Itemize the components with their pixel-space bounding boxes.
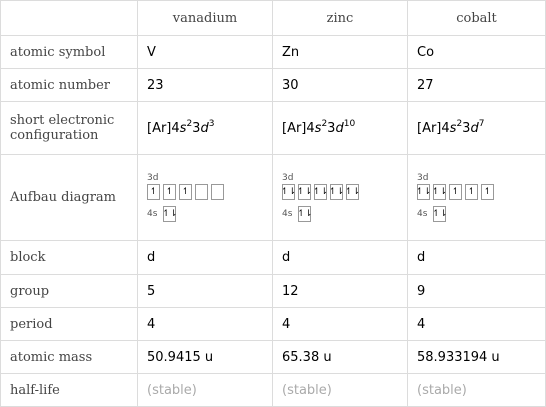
config-text: $[Ar]4s^23d^7$ xyxy=(417,118,485,137)
orbital-3d-label: 3d xyxy=(417,172,429,183)
orbital-box xyxy=(195,184,208,200)
cell-zinc: 12 xyxy=(273,275,408,308)
orbital-4s-row xyxy=(282,205,398,223)
orbital-3d-boxes xyxy=(282,183,398,201)
row-period xyxy=(1,308,546,341)
row-electronic-configuration xyxy=(1,102,546,155)
row-label-line1: short electronic xyxy=(10,113,115,128)
cell-vanadium xyxy=(138,102,273,155)
cell-zinc: d xyxy=(273,241,408,275)
orbital-box xyxy=(211,184,224,200)
header-zinc: zinc xyxy=(273,1,408,36)
orbital-box xyxy=(298,206,311,222)
row-label-line2: configuration xyxy=(10,128,99,143)
row-atomic-symbol xyxy=(1,36,546,69)
spin-down-arrow-icon: ⇂ xyxy=(336,186,345,197)
header-vanadium: vanadium xyxy=(138,1,273,36)
orbital-box xyxy=(449,184,462,200)
orbital-box xyxy=(314,184,327,200)
spin-up-arrow-icon: ↿ xyxy=(296,186,305,197)
cell-vanadium: 4 xyxy=(138,308,273,341)
spin-up-arrow-icon: ↿ xyxy=(297,208,305,219)
cell-vanadium: 50.9415 u xyxy=(138,341,273,374)
spin-down-arrow-icon: ⇂ xyxy=(439,208,448,219)
orbital-box xyxy=(433,184,446,200)
cell-cobalt: 9 xyxy=(408,275,546,308)
spin-up-arrow-icon: ↿ xyxy=(280,186,289,197)
row-label: atomic mass xyxy=(1,341,138,374)
cell-vanadium: 23 xyxy=(138,69,273,102)
row-atomic-number xyxy=(1,69,546,102)
row-aufbau-diagram xyxy=(1,155,546,241)
orbital-4s-label: 4s xyxy=(147,208,158,219)
spin-up-arrow-icon: ↿ xyxy=(467,186,476,197)
cell-zinc: 65.38 u xyxy=(273,341,408,374)
spin-down-arrow-icon: ⇂ xyxy=(352,186,361,197)
spin-up-arrow-icon: ↿ xyxy=(162,208,170,219)
orbital-4s-label: 4s xyxy=(282,208,293,219)
cell-vanadium: V xyxy=(138,36,273,69)
row-block xyxy=(1,241,546,275)
config-text: $[Ar]4s^23d^{10}$ xyxy=(282,118,356,137)
row-atomic-mass xyxy=(1,341,546,374)
orbital-box xyxy=(465,184,478,200)
cell-cobalt xyxy=(408,102,546,155)
orbital-box xyxy=(163,184,176,200)
cell-vanadium: 5 xyxy=(138,275,273,308)
spin-up-arrow-icon: ↿ xyxy=(149,186,158,197)
orbital-box xyxy=(330,184,343,200)
cell-cobalt: d xyxy=(408,241,546,275)
row-label xyxy=(1,102,138,155)
spin-up-arrow-icon: ↿ xyxy=(483,186,492,197)
aufbau-diagram xyxy=(282,173,398,223)
row-label: atomic symbol xyxy=(1,36,138,69)
cell-cobalt: (stable) xyxy=(408,374,546,407)
cell-cobalt: 27 xyxy=(408,69,546,102)
orbital-3d-boxes xyxy=(417,183,536,201)
spin-up-arrow-icon: ↿ xyxy=(415,186,424,197)
row-label: group xyxy=(1,275,138,308)
cell-zinc: 30 xyxy=(273,69,408,102)
orbital-box xyxy=(346,184,359,200)
spin-up-arrow-icon: ↿ xyxy=(431,186,440,197)
cell-cobalt: 4 xyxy=(408,308,546,341)
spin-down-arrow-icon: ⇂ xyxy=(304,186,313,197)
spin-down-arrow-icon: ⇂ xyxy=(439,186,448,197)
row-label: Aufbau diagram xyxy=(1,155,138,241)
cell-zinc xyxy=(273,102,408,155)
config-text: $[Ar]4s^23d^3$ xyxy=(147,118,215,137)
spin-up-arrow-icon: ↿ xyxy=(344,186,353,197)
orbital-box xyxy=(481,184,494,200)
spin-up-arrow-icon: ↿ xyxy=(432,208,440,219)
cell-cobalt: Co xyxy=(408,36,546,69)
aufbau-diagram xyxy=(147,173,263,223)
cell-zinc xyxy=(273,155,408,241)
spin-down-arrow-icon: ⇂ xyxy=(304,208,313,219)
orbital-box xyxy=(163,206,176,222)
spin-up-arrow-icon: ↿ xyxy=(451,186,460,197)
row-label: half-life xyxy=(1,374,138,407)
row-label: period xyxy=(1,308,138,341)
header-cobalt: cobalt xyxy=(408,1,546,36)
orbital-box xyxy=(417,184,430,200)
orbital-4s-row xyxy=(147,205,263,223)
spin-down-arrow-icon: ⇂ xyxy=(169,208,178,219)
header-row xyxy=(1,1,546,36)
spin-up-arrow-icon: ↿ xyxy=(165,186,174,197)
orbital-box xyxy=(282,184,295,200)
spin-down-arrow-icon: ⇂ xyxy=(423,186,432,197)
row-label: block xyxy=(1,241,138,275)
orbital-box xyxy=(179,184,192,200)
spin-down-arrow-icon: ⇂ xyxy=(288,186,297,197)
cell-zinc: 4 xyxy=(273,308,408,341)
orbital-box xyxy=(433,206,446,222)
cell-cobalt xyxy=(408,155,546,241)
cell-vanadium: d xyxy=(138,241,273,275)
cell-vanadium: (stable) xyxy=(138,374,273,407)
cell-zinc: Zn xyxy=(273,36,408,69)
orbital-3d-boxes xyxy=(147,183,263,201)
orbital-box xyxy=(298,184,311,200)
orbital-4s-label: 4s xyxy=(417,208,428,219)
spin-up-arrow-icon: ↿ xyxy=(181,186,190,197)
spin-up-arrow-icon: ↿ xyxy=(312,186,321,197)
orbital-box xyxy=(147,184,160,200)
cell-cobalt: 58.933194 u xyxy=(408,341,546,374)
cell-zinc: (stable) xyxy=(273,374,408,407)
header-empty-cell xyxy=(1,1,138,36)
aufbau-diagram xyxy=(417,173,536,223)
cell-vanadium xyxy=(138,155,273,241)
row-half-life xyxy=(1,374,546,407)
row-label: atomic number xyxy=(1,69,138,102)
orbital-4s-row xyxy=(417,205,536,223)
spin-down-arrow-icon: ⇂ xyxy=(320,186,329,197)
spin-up-arrow-icon: ↿ xyxy=(328,186,337,197)
orbital-3d-label: 3d xyxy=(147,172,159,183)
orbital-3d-label: 3d xyxy=(282,172,294,183)
row-group xyxy=(1,275,546,308)
